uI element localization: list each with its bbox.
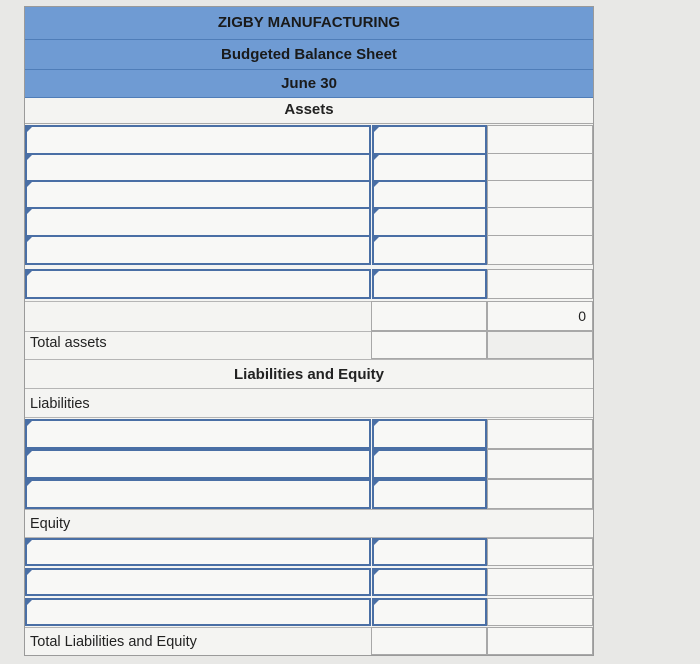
asset-account-input-2[interactable] (25, 153, 371, 183)
equity-account-input-1[interactable] (25, 538, 371, 566)
asset-account-input-4[interactable] (25, 207, 371, 237)
asset-account-input-3[interactable] (25, 180, 371, 210)
company-name: ZIGBY MANUFACTURING (217, 14, 401, 31)
liabilities-label: Liabilities (30, 396, 90, 412)
liability-account-input-3[interactable] (25, 479, 371, 509)
asset-account-input-5[interactable] (25, 235, 371, 265)
equity-label: Equity (30, 516, 71, 532)
asset-account-input-1[interactable] (25, 125, 371, 155)
asset-amount-input-6[interactable] (372, 269, 487, 299)
asset-total-cell-3 (487, 180, 593, 210)
asset-amount-input-2[interactable] (372, 153, 487, 183)
asset-account-input-6[interactable] (25, 269, 371, 299)
asset-total-cell-5 (487, 235, 593, 265)
liability-amount-input-3[interactable] (372, 479, 487, 509)
liabilities-equity-heading: Liabilities and Equity (233, 366, 385, 383)
equity-amount-input-1[interactable] (372, 538, 487, 566)
equity-account-input-2[interactable] (25, 568, 371, 596)
liability-total-cell-2 (487, 449, 593, 479)
asset-total-cell-6 (487, 269, 593, 299)
statement-title: Budgeted Balance Sheet (221, 46, 397, 63)
liability-account-input-1[interactable] (25, 419, 371, 449)
asset-amount-input-1[interactable] (372, 125, 487, 155)
asset-amount-input-4[interactable] (372, 207, 487, 237)
equity-total-cell-2 (487, 568, 593, 596)
asset-total-cell-2 (487, 153, 593, 183)
liability-account-input-2[interactable] (25, 449, 371, 479)
equity-amount-input-3[interactable] (372, 598, 487, 626)
asset-amount-input-3[interactable] (372, 180, 487, 210)
liability-amount-input-2[interactable] (372, 449, 487, 479)
asset-total-cell-4 (487, 207, 593, 237)
company-header (25, 7, 593, 40)
total-liabilities-equity-label: Total Liabilities and Equity (30, 634, 197, 650)
liability-amount-input-1[interactable] (372, 419, 487, 449)
total-le-value-cell (487, 627, 593, 655)
assets-section-heading: Assets (25, 98, 593, 124)
balance-sheet (24, 6, 594, 656)
total-assets-mid-cell (371, 301, 487, 331)
total-assets-underline-cell (487, 331, 593, 359)
statement-date: June 30 (281, 75, 337, 92)
total-assets-value: 0 (578, 308, 586, 324)
equity-account-input-3[interactable] (25, 598, 371, 626)
statement-title-header (25, 40, 593, 70)
asset-amount-input-5[interactable] (372, 235, 487, 265)
liability-total-cell-1 (487, 419, 593, 449)
total-le-mid-cell (371, 627, 487, 655)
date-header (25, 70, 593, 98)
asset-total-cell-1 (487, 125, 593, 155)
total-assets-label: Total assets (30, 335, 107, 351)
liability-total-cell-3 (487, 479, 593, 509)
equity-amount-input-2[interactable] (372, 568, 487, 596)
equity-total-cell-3 (487, 598, 593, 626)
equity-total-cell-1 (487, 538, 593, 566)
total-assets-value-cell (487, 301, 593, 331)
